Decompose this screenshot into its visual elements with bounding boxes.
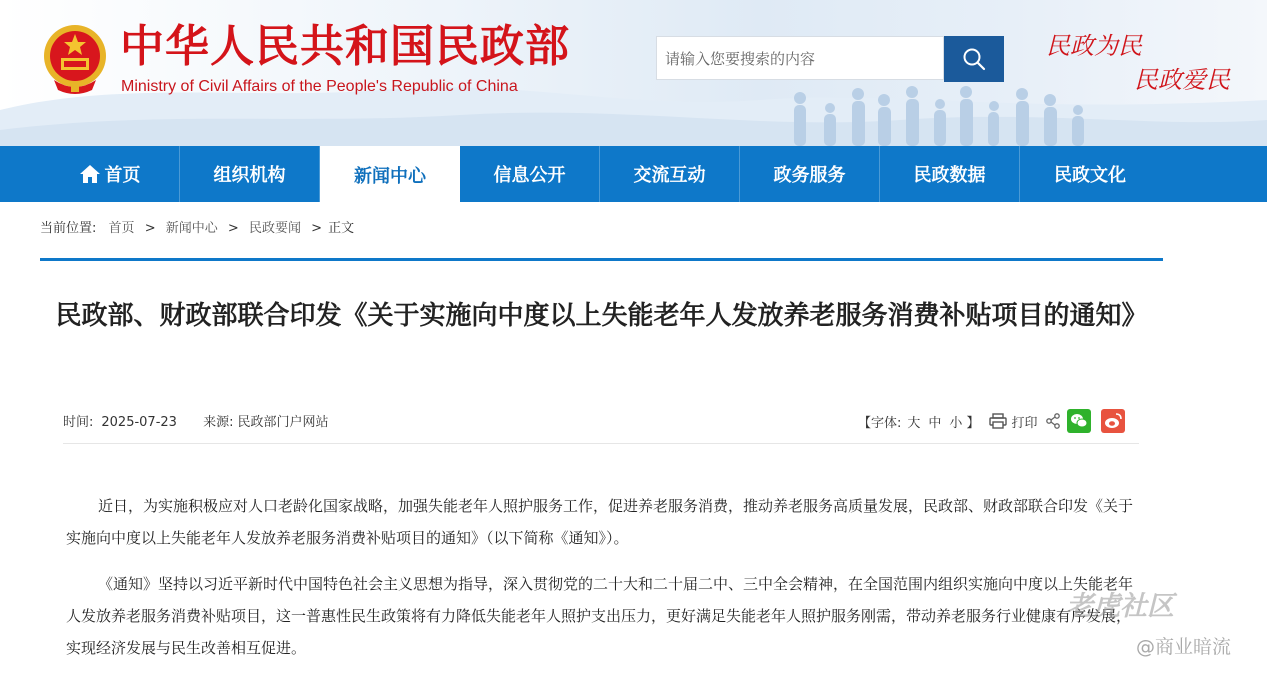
breadcrumb-current: 正文 (328, 221, 355, 236)
font-size-suffix: 】 (966, 415, 980, 431)
article-title: 民政部、财政部联合印发《关于实施向中度以上失能老年人发放养老服务消费补贴项目的通知》 (55, 301, 1148, 331)
source-value: 民政部门户网站 (237, 415, 329, 430)
home-icon (79, 164, 101, 184)
font-size-medium[interactable]: 中 (928, 415, 942, 431)
nav-item-government-services[interactable]: 政务服务 (740, 146, 880, 202)
slogan-line-2: 民政爱民 (1134, 66, 1230, 94)
article-paragraph: 近日，为实施积极应对人口老龄化国家战略，加强失能老年人照护服务工作，促进养老服务消费，推动养老服务高质量发展，民政部、财政部联合印发《关于实施向中度以上失能老年人发放养老服务消费补贴项目的通知》（以下简称《通知》）。 (66, 497, 1134, 547)
font-size-large[interactable]: 大 (907, 415, 921, 431)
search-icon (962, 47, 986, 71)
watermark-community: 老虎社区 (1066, 591, 1174, 622)
wechat-icon[interactable] (1067, 409, 1091, 433)
weibo-icon[interactable] (1101, 409, 1125, 433)
meta-divider (63, 443, 1139, 444)
nav-item-organization[interactable]: 组织机构 (180, 146, 320, 202)
people-silhouette-illustration (780, 86, 1100, 146)
slogan-line-1: 民政为民 (1046, 32, 1142, 60)
site-subtitle: Ministry of Civil Affairs of the People's Republic of China (121, 78, 518, 95)
article-paragraph: 《通知》坚持以习近平新时代中国特色社会主义思想为指导，深入贯彻党的二十大和二十届二中、三中全会精神，在全国范围内组织实施向中度以上失能老年人发放养老服务消费补贴项目，这一普惠性民生政策将有力降低失能老年人照护支出压力，更好满足失能老年人照护服务刚需，带动养老服务行业健康有序发展，实现经济发展与民生改善相互促进。 (66, 575, 1134, 657)
source-label: 来源: (203, 415, 234, 430)
search-button[interactable] (944, 36, 1004, 82)
nav-item-label: 首页 (104, 165, 141, 186)
main-navigation (0, 146, 1267, 202)
search-box (656, 36, 944, 80)
breadcrumb-prefix: 当前位置: (40, 221, 97, 236)
site-title[interactable]: 中华人民共和国民政部 (120, 21, 570, 72)
print-button[interactable]: 打印 (1011, 415, 1038, 431)
breadcrumb (40, 217, 354, 236)
printer-icon[interactable] (989, 413, 1007, 429)
breadcrumb-link-news-center[interactable]: 新闻中心 (165, 221, 218, 236)
breadcrumb-separator: > (144, 221, 156, 236)
nav-item-civil-affairs-data[interactable]: 民政数据 (880, 146, 1020, 202)
nav-item-news-center[interactable]: 新闻中心 (320, 146, 460, 204)
site-header (0, 0, 1267, 146)
date-label: 时间: (63, 415, 94, 430)
nav-item-information-disclosure[interactable]: 信息公开 (460, 146, 600, 202)
nav-item-civil-affairs-culture[interactable]: 民政文化 (1054, 165, 1126, 186)
article-meta (63, 411, 337, 430)
font-size-prefix: 【字体: (858, 415, 902, 431)
content-divider (40, 258, 1163, 261)
breadcrumb-link-news[interactable]: 民政要闻 (248, 221, 301, 236)
nav-item-interaction[interactable]: 交流互动 (600, 146, 740, 202)
font-size-small[interactable]: 小 (949, 415, 963, 431)
publish-date: 2025-07-23 (101, 415, 177, 430)
share-icon[interactable] (1045, 413, 1061, 429)
watermark-handle: @商业暗流 (1136, 636, 1232, 658)
nav-item-home[interactable] (40, 146, 180, 202)
article-tools (858, 408, 1125, 434)
breadcrumb-separator: > (311, 221, 322, 236)
breadcrumb-link-home[interactable]: 首页 (108, 221, 135, 236)
breadcrumb-separator: > (227, 221, 239, 236)
search-input[interactable] (663, 38, 937, 80)
national-emblem-icon (40, 20, 110, 96)
